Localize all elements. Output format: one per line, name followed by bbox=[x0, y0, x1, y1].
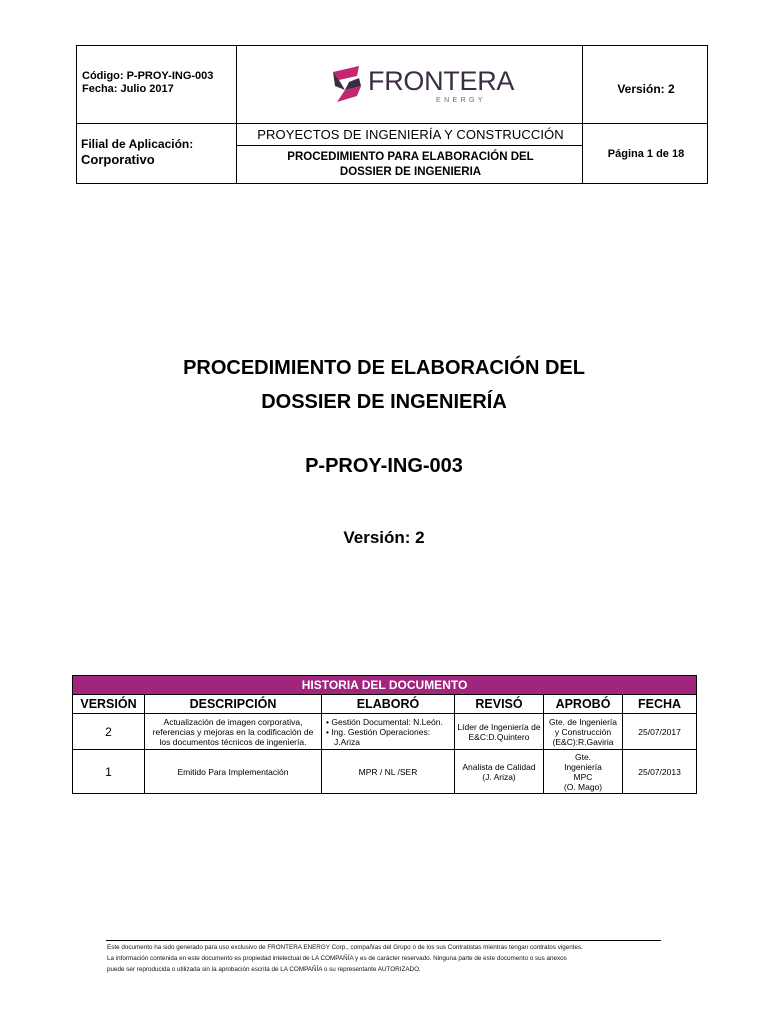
aprobo-line: Ingeniería bbox=[564, 761, 602, 772]
header-divider bbox=[77, 123, 707, 124]
document-code-title: P-PROY-ING-003 bbox=[305, 455, 463, 477]
column-header: APROBÓ bbox=[544, 695, 623, 714]
document-date: Fecha: Julio 2017 bbox=[82, 83, 174, 95]
header-divider bbox=[237, 145, 582, 146]
footer-line: Este documento ha sido generado para uso exclusivo de FRONTERA ENERGY Corp., compañías del Grupo o de los sus Contratistas mientras tengan contratos vigentes. bbox=[107, 944, 583, 951]
frontera-logo-mark-icon bbox=[329, 64, 367, 108]
filial-block bbox=[81, 137, 193, 167]
version-cell: 2 bbox=[73, 714, 145, 750]
column-header: DESCRIPCIÓN bbox=[145, 695, 322, 714]
aprobo-line: MPC bbox=[573, 771, 593, 782]
main-title-line1: PROCEDIMIENTO DE ELABORACIÓN DEL bbox=[183, 357, 585, 379]
header-divider bbox=[236, 46, 237, 183]
projects-heading: PROYECTOS DE INGENIERÍA Y CONSTRUCCIÓN bbox=[257, 127, 564, 142]
aprobo-line: Gte. bbox=[574, 751, 592, 762]
history-table bbox=[72, 675, 697, 794]
filial-label: Filial de Aplicación: bbox=[81, 137, 194, 151]
column-header: VERSIÓN bbox=[73, 695, 145, 714]
elaboro-line: J.Ariza bbox=[334, 736, 360, 747]
header-version: Versión: 2 bbox=[617, 82, 675, 96]
main-title-line2: DOSSIER DE INGENIERÍA bbox=[261, 391, 507, 413]
footer-line: puede ser reproducida o utilizada sin la aprobación escrita de LA COMPAÑÍA o su representante AUTORIZADO. bbox=[107, 966, 421, 973]
frontera-logo bbox=[329, 60, 515, 110]
procedure-heading-line2: DOSSIER DE INGENIERIA bbox=[339, 166, 482, 178]
logo-subtitle: ENERGY bbox=[436, 97, 486, 104]
logo-wordmark: FRONTERA bbox=[368, 66, 515, 96]
table-row bbox=[73, 714, 697, 750]
filial-value: Corporativo bbox=[81, 152, 155, 167]
table-row bbox=[73, 750, 697, 794]
aprobo-cell bbox=[544, 750, 623, 794]
procedure-heading-line1: PROCEDIMIENTO PARA ELABORACIÓN DEL bbox=[287, 151, 534, 163]
document-code: Código: P-PROY-ING-003 bbox=[82, 70, 214, 82]
column-header: FECHA bbox=[623, 695, 697, 714]
aprobo-cell: Gte. de Ingeniería y Construcción (E&C):R.Gaviria bbox=[544, 714, 623, 750]
procedure-heading bbox=[238, 150, 583, 180]
reviso-cell: Líder de Ingeniería de E&C:D.Quintero bbox=[455, 714, 544, 750]
footer-line: La información contenida en este documento es propiedad intelectual de LA COMPAÑÍA y es de carácter reservado. Ninguna parte de este documento o sus anexos bbox=[107, 955, 567, 962]
elaboro-cell bbox=[322, 714, 455, 750]
aprobo-line: (O. Mago) bbox=[563, 781, 603, 792]
reviso-cell: Analista de Calidad (J. Ariza) bbox=[455, 750, 544, 794]
elaboro-line: • Ing. Gestión Operaciones: bbox=[326, 726, 431, 737]
version-title: Versión: 2 bbox=[343, 528, 425, 547]
column-header: REVISÓ bbox=[455, 695, 544, 714]
description-cell: Actualización de imagen corporativa, referencias y mejoras en la codificación de los documentos técnicos de ingeniería. bbox=[145, 714, 322, 750]
document-header bbox=[76, 45, 708, 184]
version-cell: 1 bbox=[73, 750, 145, 794]
fecha-cell: 25/07/2013 bbox=[623, 750, 697, 794]
description-cell: Emitido Para Implementación bbox=[145, 750, 322, 794]
footer-divider bbox=[106, 940, 661, 941]
document-code-date bbox=[82, 70, 213, 96]
page-number: Página 1 de 18 bbox=[607, 148, 685, 160]
history-title: HISTORIA DEL DOCUMENTO bbox=[73, 676, 697, 695]
elaboro-cell: MPR / NL /SER bbox=[322, 750, 455, 794]
footer-disclaimer bbox=[107, 942, 667, 975]
column-header: ELABORÓ bbox=[322, 695, 455, 714]
elaboro-line: • Gestión Documental: N.León. bbox=[326, 716, 443, 727]
fecha-cell: 25/07/2017 bbox=[623, 714, 697, 750]
